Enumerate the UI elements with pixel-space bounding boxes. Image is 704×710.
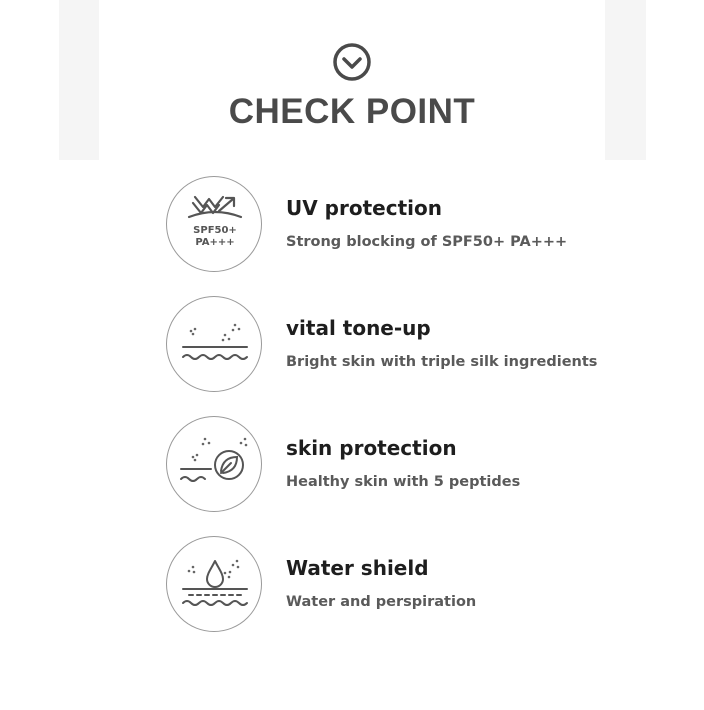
feature-title: Water shield	[286, 556, 429, 580]
feature-description: Strong blocking of SPF50+ PA+++	[286, 234, 568, 250]
feature-icon-circle	[166, 176, 262, 272]
feature-uv-protection	[166, 176, 606, 276]
spf-badge-text: SPF50+	[193, 225, 237, 236]
uv-shield-icon	[167, 177, 263, 273]
feature-description: Bright skin with triple silk ingredients	[286, 354, 598, 370]
check-circle-icon	[332, 42, 372, 82]
feature-vital-tone-up	[166, 296, 606, 396]
feature-icon-circle	[166, 536, 262, 632]
page-title: CHECK POINT	[228, 92, 476, 131]
pa-badge-text: PA+++	[195, 237, 235, 248]
feature-icon-circle	[166, 296, 262, 392]
feature-description: Water and perspiration	[286, 594, 477, 610]
water-drop-icon	[167, 537, 263, 633]
feature-description: Healthy skin with 5 peptides	[286, 474, 521, 490]
feature-water-shield	[166, 536, 606, 636]
feature-icon-circle	[166, 416, 262, 512]
feature-skin-protection	[166, 416, 606, 516]
leaf-skin-icon	[167, 417, 263, 513]
feature-title: skin protection	[286, 436, 457, 460]
sparkle-skin-icon	[167, 297, 263, 393]
header	[0, 0, 704, 160]
feature-title: UV protection	[286, 196, 442, 220]
feature-title: vital tone-up	[286, 316, 431, 340]
